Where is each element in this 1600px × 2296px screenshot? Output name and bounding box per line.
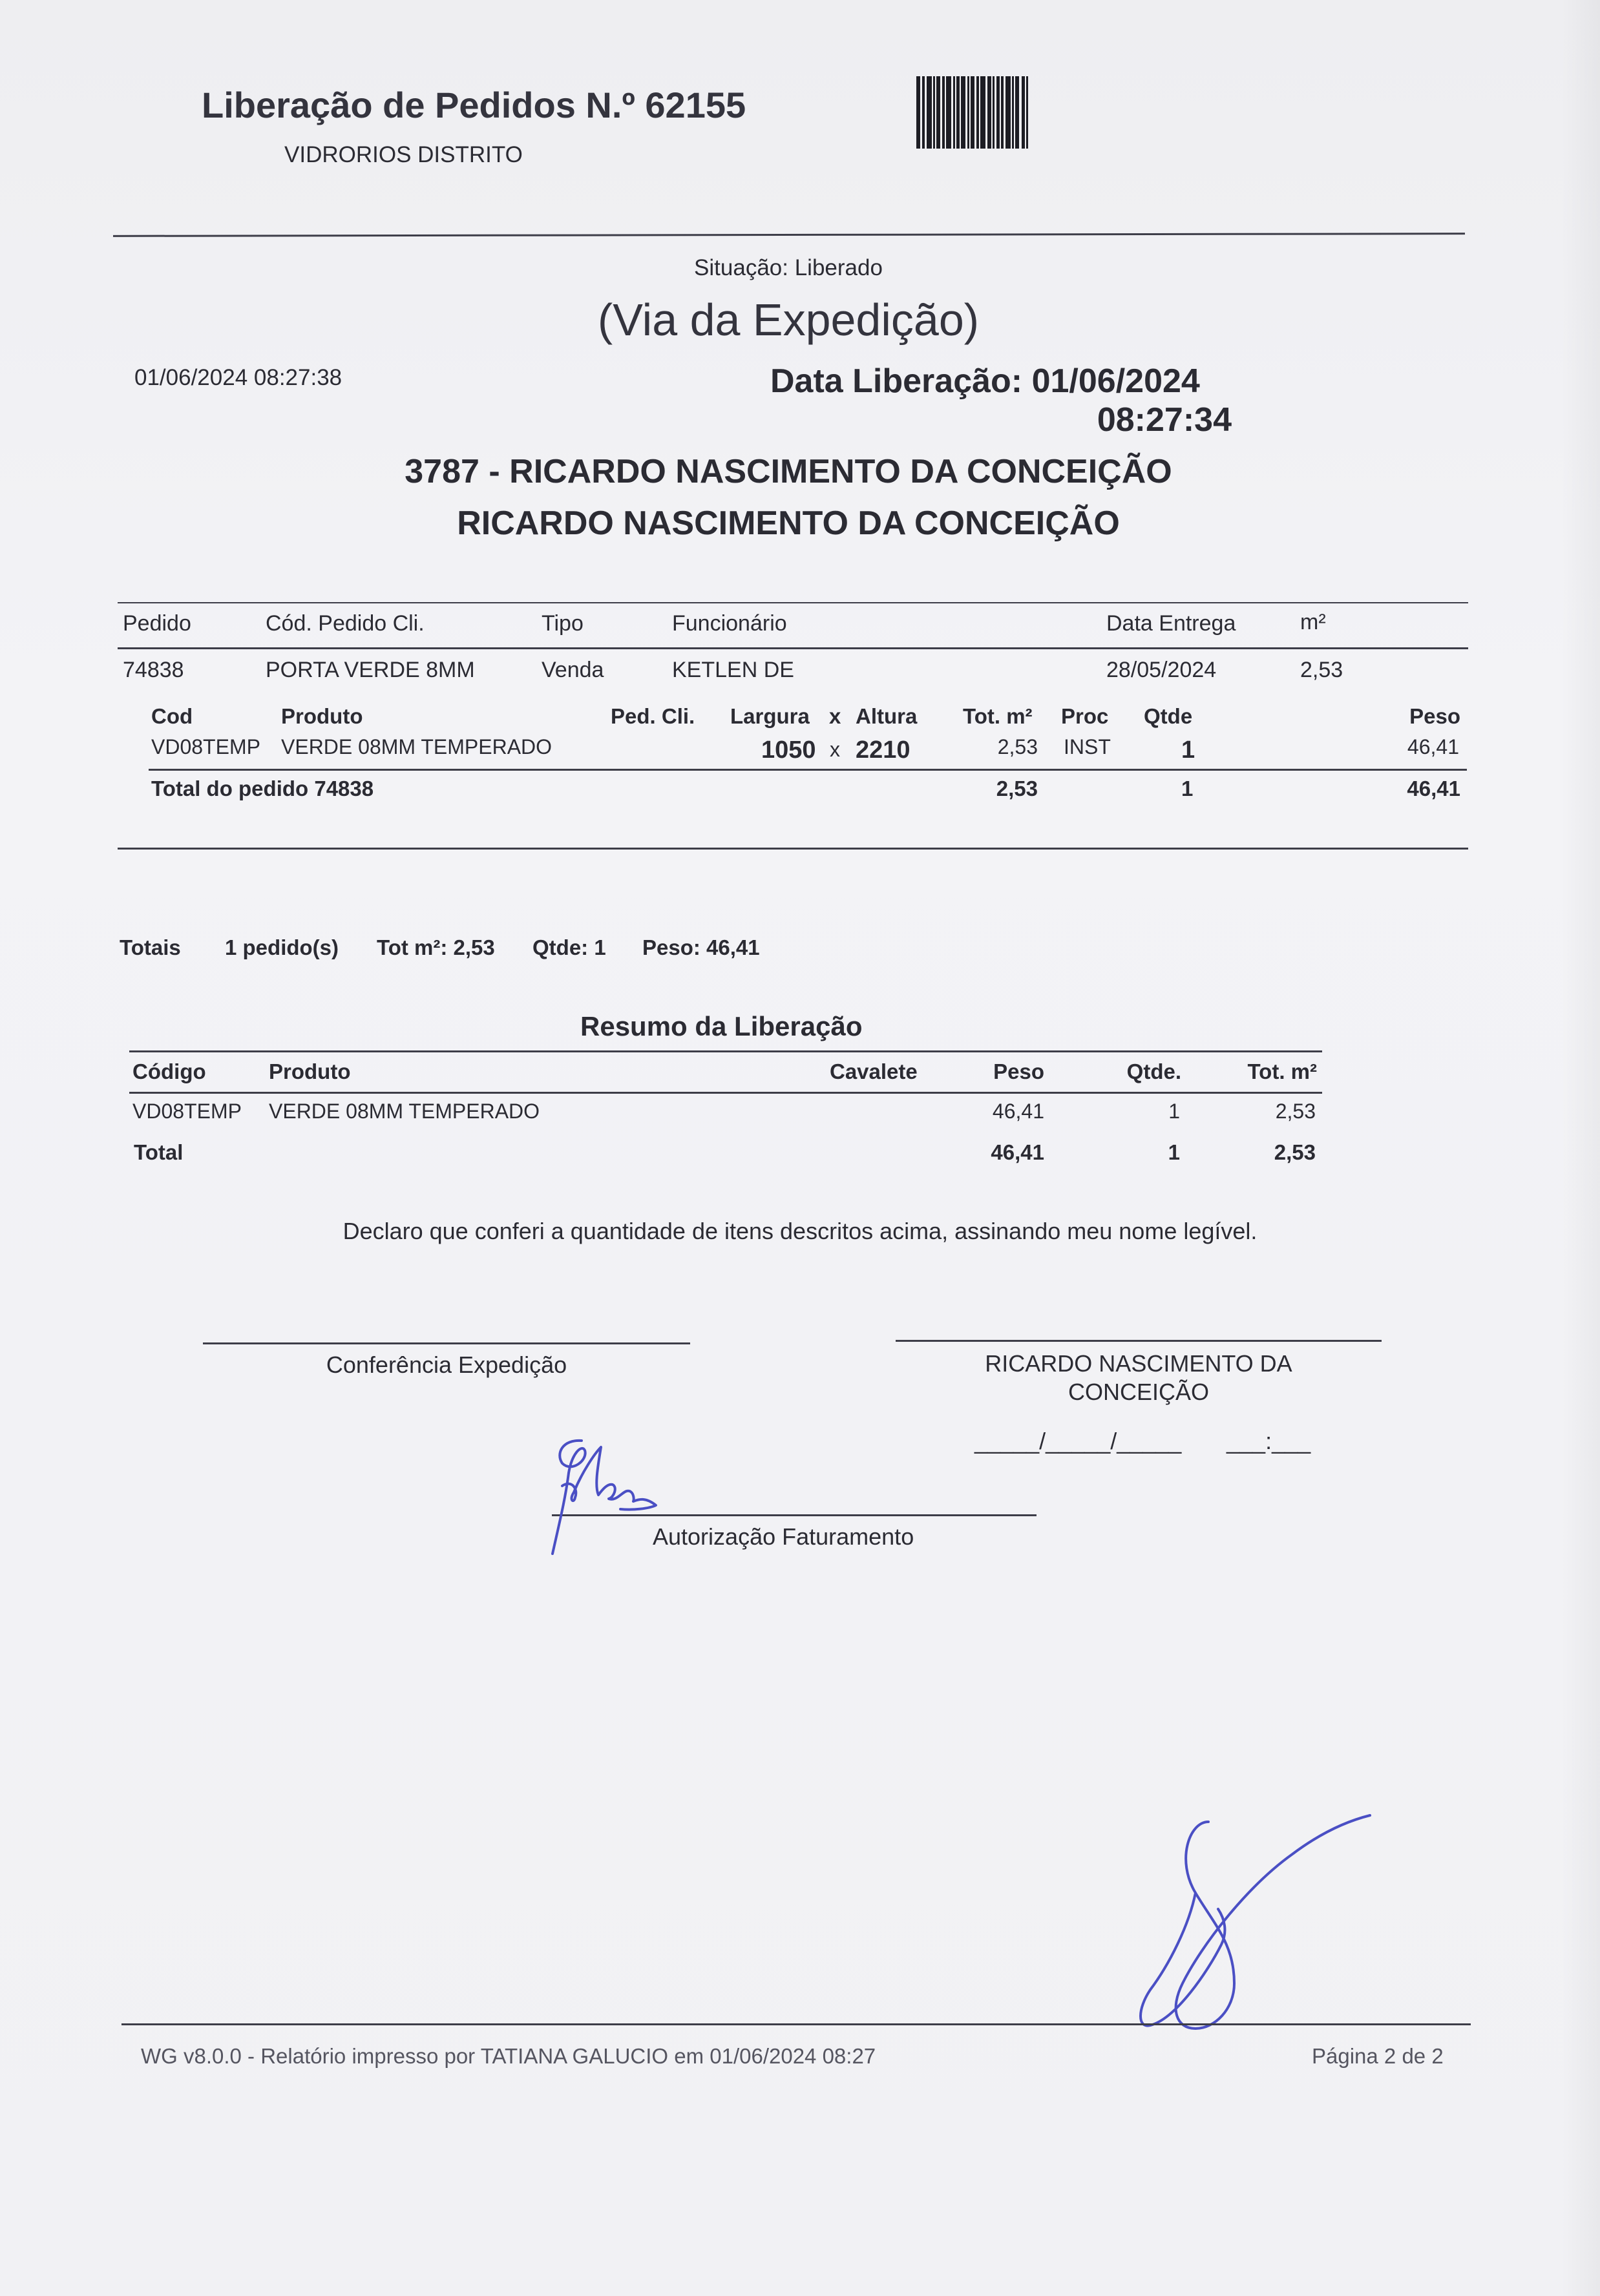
item-proc: INST xyxy=(1064,735,1111,758)
summary-total-qtde: 1 xyxy=(1168,1140,1180,1164)
item-header-proc: Proc xyxy=(1061,704,1109,728)
item-header-tot-m2: Tot. m² xyxy=(963,704,1033,728)
company-name: VIDRORIOS DISTRITO xyxy=(284,142,523,167)
totals-peso: Peso: 46,41 xyxy=(642,935,760,959)
summary-total-peso: 46,41 xyxy=(991,1140,1044,1164)
footer-line xyxy=(121,2023,1471,2025)
col-header-m2: m² xyxy=(1300,610,1326,634)
totals-m2: Tot m²: 2,53 xyxy=(377,935,495,959)
date-blank: _____/_____/_____ xyxy=(974,1428,1182,1454)
data-liberacao-time: 08:27:34 xyxy=(1097,401,1232,439)
item-header-largura: Largura xyxy=(730,704,810,728)
item-tot-m2: 2,53 xyxy=(997,735,1038,758)
summary-produto: VERDE 08MM TEMPERADO xyxy=(269,1100,540,1123)
summary-header-qtde: Qtde. xyxy=(1126,1059,1181,1083)
item-header-peso: Peso xyxy=(1409,704,1460,728)
orders-table-top-line xyxy=(118,602,1468,603)
summary-top-line xyxy=(129,1050,1322,1052)
client-signature-name-line2: CONCEIÇÃO xyxy=(1068,1379,1210,1405)
conferencia-signature-line xyxy=(203,1342,690,1344)
situacao-label: Situação: Liberado xyxy=(694,255,883,280)
totals-pedidos: 1 pedido(s) xyxy=(225,935,339,959)
footer-report-info: WG v8.0.0 - Relatório impresso por TATIANA GALUCIO em 01/06/2024 08:27 xyxy=(141,2044,876,2068)
col-header-funcionario: Funcionário xyxy=(672,611,787,636)
summary-qtde: 1 xyxy=(1168,1100,1180,1123)
summary-header-codigo: Código xyxy=(132,1059,206,1083)
summary-header-produto: Produto xyxy=(269,1059,351,1083)
order-pedido: 74838 xyxy=(123,658,184,682)
order-cod-pedido-cli: PORTA VERDE 8MM xyxy=(266,658,475,682)
client-signature-name-line1: RICARDO NASCIMENTO DA xyxy=(985,1350,1292,1377)
order-total-qtde: 1 xyxy=(1181,777,1194,800)
item-header-cod: Cod xyxy=(151,704,193,728)
item-header-x: x xyxy=(829,704,841,728)
summary-header-line xyxy=(129,1092,1322,1094)
item-largura: 1050 xyxy=(761,736,816,764)
via-label: (Via da Expedição) xyxy=(597,295,980,345)
header-divider xyxy=(113,233,1465,237)
item-x: x xyxy=(830,738,840,761)
order-total-peso: 46,41 xyxy=(1407,777,1460,800)
summary-peso: 46,41 xyxy=(992,1100,1044,1123)
col-header-data-entrega: Data Entrega xyxy=(1106,611,1236,636)
orders-table-header-line xyxy=(118,647,1468,649)
col-header-cod-pedido-cli: Cód. Pedido Cli. xyxy=(266,611,425,636)
client-signature-line xyxy=(896,1340,1382,1342)
item-header-altura: Altura xyxy=(856,704,918,728)
order-total-m2: 2,53 xyxy=(996,777,1038,800)
totals-label: Totais xyxy=(120,935,181,959)
col-header-tipo: Tipo xyxy=(542,611,584,636)
summary-title: Resumo da Liberação xyxy=(580,1011,863,1041)
summary-header-cavalete: Cavalete xyxy=(830,1059,918,1083)
printed-timestamp: 01/06/2024 08:27:38 xyxy=(134,365,342,390)
autorizacao-label: Autorização Faturamento xyxy=(653,1523,914,1550)
order-m2: 2,53 xyxy=(1300,658,1343,682)
totals-qtde: Qtde: 1 xyxy=(532,935,606,959)
orders-table-bottom-line xyxy=(118,848,1468,850)
summary-codigo: VD08TEMP xyxy=(132,1100,242,1123)
item-total-line xyxy=(149,769,1467,771)
footer-page-number: Página 2 de 2 xyxy=(1312,2044,1444,2068)
data-liberacao: Data Liberação: 01/06/2024 xyxy=(770,362,1200,400)
order-tipo: Venda xyxy=(542,658,604,682)
order-data-entrega: 28/05/2024 xyxy=(1106,658,1217,682)
conferencia-label: Conferência Expedição xyxy=(326,1352,567,1378)
barcode-image xyxy=(916,76,1152,149)
barcode-bar xyxy=(961,76,965,149)
item-header-ped-cli: Ped. Cli. xyxy=(611,704,695,728)
barcode-bar xyxy=(1028,76,1033,149)
barcode-bar xyxy=(946,76,951,149)
item-header-produto: Produto xyxy=(281,704,363,728)
item-produto: VERDE 08MM TEMPERADO xyxy=(281,735,553,758)
barcode-bar xyxy=(1005,76,1011,149)
summary-header-peso: Peso xyxy=(993,1059,1044,1083)
order-funcionario: KETLEN DE xyxy=(672,658,794,682)
col-header-pedido: Pedido xyxy=(123,611,191,636)
summary-tot-m2: 2,53 xyxy=(1275,1100,1316,1123)
barcode-bar xyxy=(980,76,985,149)
item-qtde: 1 xyxy=(1181,736,1195,764)
order-total-label: Total do pedido 74838 xyxy=(151,777,374,800)
summary-header-tot-m2: Tot. m² xyxy=(1247,1059,1317,1083)
item-header-qtde: Qtde xyxy=(1144,704,1193,728)
client-code-name: 3787 - RICARDO NASCIMENTO DA CONCEIÇÃO xyxy=(405,453,1172,490)
item-cod: VD08TEMP xyxy=(151,735,260,758)
barcode-bar xyxy=(927,76,932,149)
declaration-text: Declaro que conferi a quantidade de itens descritos acima, assinando meu nome legível. xyxy=(342,1218,1258,1244)
summary-total-tot-m2: 2,53 xyxy=(1274,1140,1316,1164)
item-peso: 46,41 xyxy=(1407,735,1459,758)
document-title: Liberação de Pedidos N.º 62155 xyxy=(202,85,746,125)
item-altura: 2210 xyxy=(856,736,911,764)
time-blank: ___:___ xyxy=(1226,1428,1311,1454)
handwritten-signature-autorizacao xyxy=(536,1428,704,1570)
handwritten-signature-client xyxy=(1099,1796,1383,2048)
summary-total-label: Total xyxy=(134,1140,184,1164)
client-name: RICARDO NASCIMENTO DA CONCEIÇÃO xyxy=(457,505,1120,542)
